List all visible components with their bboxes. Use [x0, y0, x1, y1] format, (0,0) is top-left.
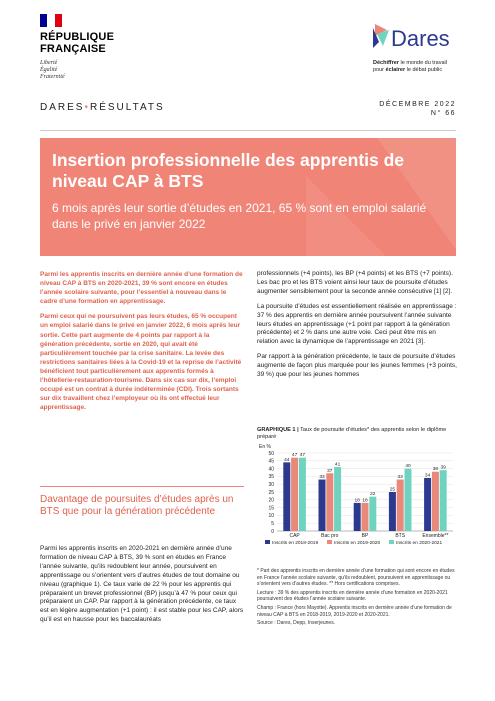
- chart-category-label: Ensemble**: [422, 533, 449, 539]
- bar-chart: [257, 443, 457, 565]
- page-header: [0, 0, 495, 100]
- chart-ytick-label: 0: [271, 528, 274, 535]
- chart-legend-label: Inscrits en 2020-2021: [396, 541, 443, 546]
- chart-bar: [432, 472, 439, 531]
- series-row: [40, 98, 456, 130]
- chart-data-label: 47: [299, 453, 306, 459]
- chart-ytick-label: 45: [268, 458, 274, 465]
- chart-bar: [326, 473, 333, 531]
- dares-logo: [373, 22, 463, 52]
- chart-ytick-label: 35: [268, 474, 274, 481]
- chart-legend-swatch: [389, 540, 394, 544]
- chart-bar: [389, 492, 396, 531]
- tagline-rest2: le débat public: [405, 67, 443, 73]
- chart-bar: [362, 503, 369, 531]
- note-lecture: Lecture : 39 % des apprentis inscrits en dernière année d’une formation en 2020-2021 poursuivent des études l’année scolaire suivante.: [257, 589, 448, 603]
- series-dot: •: [84, 102, 90, 113]
- republique-francaise-logo: [40, 14, 120, 81]
- summary-column: [40, 270, 244, 418]
- chart-ytick-label: 20: [268, 497, 274, 504]
- chart-ytick-label: 25: [268, 489, 274, 496]
- publication-date: [379, 100, 456, 118]
- chart-ytick-label: 30: [268, 482, 274, 488]
- issue-number: N° 66: [430, 110, 456, 117]
- marianne-flag-icon: [40, 14, 62, 27]
- chart-bar: [440, 470, 447, 531]
- chart-title: [257, 427, 457, 441]
- chart-ytick-label: 15: [268, 505, 274, 512]
- chart-data-label: 33: [397, 475, 403, 481]
- tagline-dechiffrer: Déchiffrer: [373, 60, 399, 66]
- chart-ylabel: En %: [259, 444, 271, 450]
- chart-ytick-label: 5: [271, 521, 274, 527]
- chart-notes: [257, 568, 457, 629]
- chart-graphique-1: [257, 427, 457, 567]
- chart-ytick-label: 10: [268, 513, 274, 520]
- chart-bar: [424, 478, 431, 531]
- section-title: Davantage de poursuites d’études après un BTS que pour la génération précédente: [40, 494, 234, 517]
- dares-tagline: [373, 60, 483, 74]
- chart-bar: [299, 458, 306, 531]
- title-banner: [40, 138, 456, 256]
- series-resultats: RÉSULTATS: [89, 102, 165, 113]
- series-dares: DARES: [40, 102, 85, 113]
- note-definition: * Part des apprentis inscrits en dernière année d’une formation qui sont encore en études en France l’année scolaire suivante, qu’ils redoublent, poursuivent en apprentissage ou s’orientent vers d’autres études. ** Hors certifications comprises.: [257, 568, 455, 588]
- chart-bar: [354, 503, 361, 531]
- chart-data-label: 25: [389, 487, 396, 493]
- intro-paragraph-1: Parmi les apprentis inscrits en dernière année d’une formation de niveau CAP à BTS en 2020-2021, 39 % sont encore en études l’année scolaire suivante, pour l’essentiel à nouveau dans le cadre d’une formation en apprentissage.: [40, 271, 243, 306]
- chart-category-label: BP: [361, 533, 369, 539]
- section-divider: [40, 486, 244, 487]
- chart-data-label: 44: [284, 457, 290, 463]
- body-paragraph-right-1: professionnels (+4 points), les BP (+4 points) et les BTS (+7 points). Les bac pro et les BTS voient ainsi leur taux de poursuite d’études augmenter sensiblement pour la seconde année consécutive [1] [2].: [257, 270, 453, 295]
- rf-motto-fraternite: Fraternité: [40, 74, 65, 80]
- chart-data-label: 18: [362, 498, 368, 504]
- chart-data-label: 18: [354, 498, 360, 504]
- chart-data-label: 38: [432, 467, 439, 473]
- chart-legend-swatch: [327, 540, 332, 544]
- chart-category-label: BTS: [395, 533, 406, 539]
- chart-data-label: 39: [440, 465, 446, 471]
- body-paragraph-left: Parmi les apprentis inscrits en 2020-2021 en dernière année d’une formation de niveau CAP à BTS, 39 % sont en études en France l’année suivante, qu’ils redoublent leur année, poursuivent en apprentissage ou s’orientent vers d’autres études de tout domaine ou niveau (graphique 1). Ce taux varie de 22 % pour les apprentis qui préparaient un brevet professionnel (BP) jusqu’à 47 % pour ceux qui préparaient un CAP. Par rapport à la génération précédente, ce taux est en légère augmentation (+1 point) : il est stable pour les CAP, alors qu’il est en hausse pour les baccalauréats: [40, 545, 244, 624]
- note-source: Source : Dares, Depp, Inserjeunes.: [257, 620, 336, 627]
- chart-data-label: 37: [327, 468, 333, 474]
- chart-bar: [291, 458, 298, 531]
- chart-ytick-label: 50: [268, 450, 274, 457]
- tagline-pour: pour: [373, 67, 386, 73]
- chart-bar: [405, 469, 412, 531]
- chart-legend-label: Inscrits en 2018-2019: [272, 541, 319, 546]
- chart-legend-swatch: [265, 540, 270, 544]
- chart-bar: [283, 462, 290, 531]
- rf-title-line2: FRANÇAISE: [40, 43, 106, 55]
- intro-paragraph-2: Parmi ceux qui ne poursuivent pas leurs études, 65 % occupent un emploi salarié dans le privé en janvier 2022, 6 mois après leur sortie. Cette part augmente de 4 points par rapport à la génération précédente, sortie en 2020, qui avait été particulièrement touchée par la crise sanitaire. La levée des restrictions sanitaires liées à la Covid-19 et la reprise de l’activité bénéficient tout particulièrement aux apprentis formés à l’hôtellerie-restauration-tourisme. Dans six cas sur dix, l’emploi occupé est un contrat à durée indéterminée (CDI). Trois sortants sur dix travaillent chez l’employeur où ils ont effectué leur apprentissage.: [40, 313, 242, 412]
- rf-motto-egalite: Égalité: [40, 67, 58, 73]
- chart-category-label: Bac pro: [321, 533, 339, 539]
- date-text: DÉCEMBRE 2022: [379, 101, 456, 108]
- rf-title-line1: RÉPUBLIQUE: [40, 31, 115, 43]
- chart-data-label: 22: [370, 492, 376, 498]
- rf-motto-liberte: Liberté: [40, 60, 58, 66]
- page-subtitle: 6 mois après leur sortie d’études en 2021, 65 % sont en emploi salarié dans le privé en janvier 2022: [52, 201, 427, 231]
- chart-data-label: 33: [319, 475, 325, 481]
- body-paragraph-right-2: La poursuite d’études est essentiellement réalisée en apprentissage : 37 % des apprentis en dernière année poursuivent l’année suivante leurs études en apprentissage (+1 point par rapport à la génération précédente) et 2 % dans une autre voie. Ceci peut être mis en relation avec la dynamique de l’apprentissage en 2021 [3].: [257, 302, 457, 346]
- chart-bar: [319, 480, 326, 531]
- dares-logo-text: Dares: [391, 26, 450, 51]
- chart-data-label: 41: [334, 462, 341, 468]
- chart-data-label: 34: [424, 473, 431, 479]
- chart-title-label: GRAPHIQUE 1 |: [257, 427, 299, 433]
- chart-title-text: Taux de poursuite d’études* des apprentis selon le diplôme préparé: [257, 427, 447, 440]
- tagline-eclairer: éclairer: [385, 67, 406, 73]
- tagline-rest1: le monde du travail: [398, 60, 447, 66]
- chart-bar: [369, 497, 376, 531]
- chart-bar: [397, 480, 404, 531]
- right-column: [257, 270, 457, 386]
- rf-motto: [40, 60, 120, 81]
- chart-data-label: 40: [405, 464, 411, 470]
- page-title: Insertion professionnelle des apprentis de niveau CAP à BTS: [52, 150, 405, 191]
- chart-data-label: 47: [291, 453, 298, 459]
- chart-bar: [334, 467, 341, 531]
- body-paragraph-right-3: Par rapport à la génération précédente, le taux de poursuite d’études augmente de façon plus marquée pour les jeunes femmes (+3 points, 39 %) que pour les jeunes hommes: [257, 353, 457, 379]
- series-name: [40, 102, 165, 113]
- note-champ: Champ : France (hors Mayotte). Apprentis inscrits en dernière année d’une formation de niveau CAP à BTS en 2018-2019, 2019-2020 et 2020-2021.: [257, 604, 452, 618]
- chart-category-label: CAP: [289, 533, 300, 539]
- chart-legend-label: Inscrits en 2019-2020: [334, 541, 381, 546]
- header-divider: [40, 130, 456, 131]
- chart-ytick-label: 40: [268, 466, 274, 473]
